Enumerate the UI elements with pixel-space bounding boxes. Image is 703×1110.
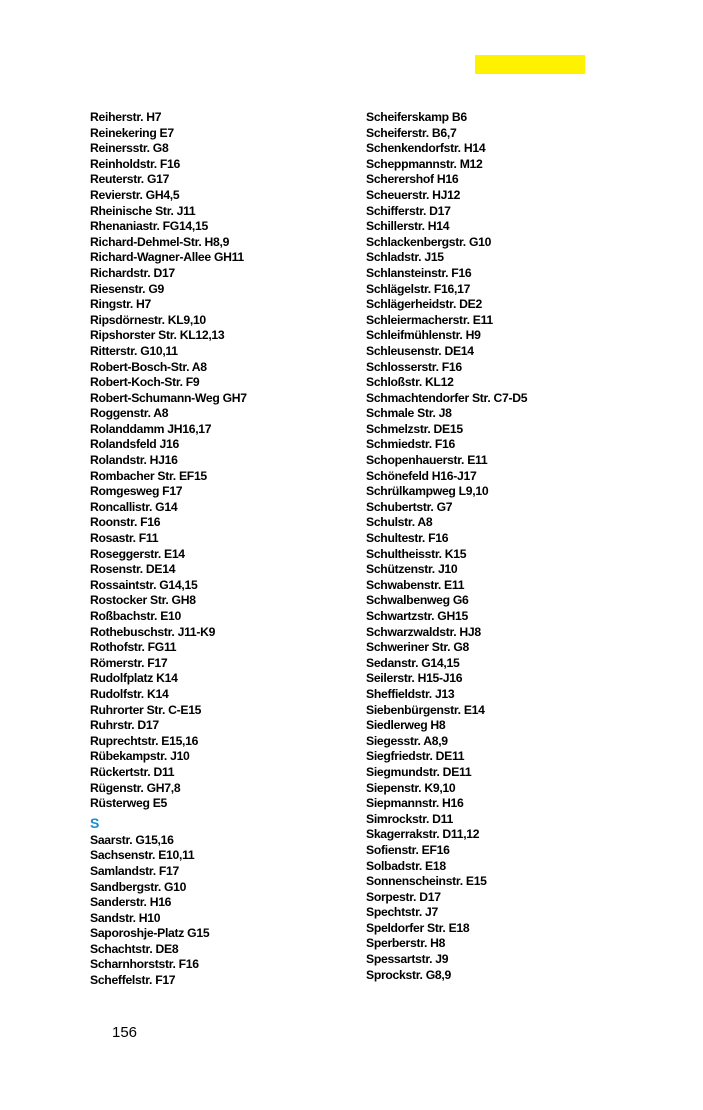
street-entry: Schleifmühlenstr. H9 [366, 328, 481, 343]
street-entry: Schönefeld H16-J17 [366, 468, 477, 483]
street-entry: Schmale Str. J8 [366, 406, 452, 421]
street-entry: Schlägerheidstr. DE2 [366, 297, 482, 312]
street-entry: Siegmundstr. DE11 [366, 764, 472, 779]
street-entry: Sonnenscheinstr. E15 [366, 874, 487, 889]
street-entry: Solbadstr. E18 [366, 858, 446, 873]
street-entry: Schifferstr. D17 [366, 203, 451, 218]
street-entry: Samlandstr. F17 [90, 863, 179, 878]
street-entry: Seilerstr. H15-J16 [366, 671, 463, 686]
street-entry: Schmelzstr. DE15 [366, 421, 463, 436]
street-entry: Scheiferstr. B6,7 [366, 125, 457, 140]
street-entry: Schwalbenweg G6 [366, 593, 469, 608]
street-entry: Scheuerstr. HJ12 [366, 187, 461, 202]
street-entry: Scheiferskamp B6 [366, 110, 467, 124]
street-entry: Sandstr. H10 [90, 910, 161, 925]
street-entry: Rosastr. F11 [90, 531, 159, 546]
street-entry: Richard-Wagner-Allee GH11 [90, 250, 244, 265]
street-entry: Schultestr. F16 [366, 531, 449, 546]
street-entry: Simrockstr. D11 [366, 811, 453, 826]
street-entry: Rossaintstr. G14,15 [90, 577, 198, 592]
street-entry: Revierstr. GH4,5 [90, 187, 180, 202]
street-entry: Schulstr. A8 [366, 515, 433, 530]
street-entry: Schweriner Str. G8 [366, 640, 469, 655]
street-entry: Reinersstr. G8 [90, 141, 169, 156]
s-entries-list-continued [366, 110, 666, 983]
street-entry: Roncallistr. G14 [90, 499, 178, 514]
street-entry: Schleiermacherstr. E11 [366, 312, 493, 327]
street-entry: Roonstr. F16 [90, 515, 161, 530]
section-letter-s: S [90, 814, 100, 831]
street-entry: Richardstr. D17 [90, 265, 175, 280]
street-entry: Romgesweg F17 [90, 484, 183, 499]
street-entry: Roseggerstr. E14 [90, 546, 185, 561]
street-entry: Rostocker Str. GH8 [90, 593, 196, 608]
street-entry: Schwarzwaldstr. HJ8 [366, 624, 481, 639]
street-entry: Sofienstr. EF16 [366, 842, 450, 857]
street-entry: Skagerrakstr. D11,12 [366, 827, 480, 842]
street-entry: Siepmannstr. H16 [366, 796, 464, 811]
street-entry: Reiherstr. H7 [90, 110, 162, 124]
street-entry: Rombacher Str. EF15 [90, 468, 207, 483]
page-number: 156 [112, 1024, 138, 1041]
street-entry: Schwartzstr. GH15 [366, 609, 468, 623]
street-entry: Schmiedstr. F16 [366, 437, 455, 452]
street-entry: Rolandsfeld J16 [90, 437, 179, 452]
street-entry: Ritterstr. G10,11 [90, 343, 178, 358]
street-entry: Schillerstr. H14 [366, 219, 450, 234]
street-entry: Rhenaniastr. FG14,15 [90, 219, 208, 234]
street-entry: Ripshorster Str. KL12,13 [90, 328, 225, 343]
street-entry: Schlansteinstr. F16 [366, 265, 472, 280]
street-entry: Schladstr. J15 [366, 250, 444, 265]
street-entry: Richard-Dehmel-Str. H8,9 [90, 234, 230, 249]
street-entry: Reuterstr. G17 [90, 172, 170, 187]
street-entry: Schachtstr. DE8 [90, 941, 179, 956]
street-entry: Rosenstr. DE14 [90, 562, 176, 577]
s-entries-list [90, 833, 355, 989]
street-entry: Scharnhorststr. F16 [90, 957, 199, 972]
street-entry: Schlosserstr. F16 [366, 359, 462, 374]
street-entry: Robert-Koch-Str. F9 [90, 375, 200, 390]
street-entry: Schopenhauerstr. E11 [366, 453, 488, 468]
street-entry: Roßbachstr. E10 [90, 609, 181, 623]
street-entry: Sandbergstr. G10 [90, 879, 187, 894]
street-entry: Rudolfplatz K14 [90, 671, 178, 686]
street-entry: Ringstr. H7 [90, 297, 152, 312]
street-entry: Rothofstr. FG11 [90, 640, 177, 655]
street-entry: Sheffieldstr. J13 [366, 686, 455, 701]
street-entry: Schultheisstr. K15 [366, 546, 467, 561]
street-entry: Spessartstr. J9 [366, 952, 449, 967]
street-entry: Riesenstr. G9 [90, 281, 165, 296]
street-entry: Schlägelstr. F16,17 [366, 281, 471, 296]
street-entry: Römerstr. F17 [90, 655, 168, 670]
street-entry: Rückertstr. D11 [90, 764, 175, 779]
street-entry: Schlackenbergstr. G10 [366, 234, 492, 249]
street-entry: Reinholdstr. F16 [90, 156, 181, 171]
street-entry: Ruhrorter Str. C-E15 [90, 702, 202, 717]
street-entry: Ripsdörnestr. KL9,10 [90, 312, 206, 327]
street-entry: Schrülkampweg L9,10 [366, 484, 489, 499]
street-entry: Saarstr. G15,16 [90, 832, 174, 847]
street-entry: Sprockstr. G8,9 [366, 967, 451, 982]
street-index-left-column [90, 110, 355, 989]
street-entry: Siegesstr. A8,9 [366, 733, 448, 748]
street-entry: Schubertstr. G7 [366, 499, 453, 514]
street-entry: Rolanddamm JH16,17 [90, 421, 212, 436]
street-entry: Rüsterweg E5 [90, 796, 167, 811]
street-entry: Reinekering E7 [90, 125, 174, 140]
street-entry: Sachsenstr. E10,11 [90, 848, 195, 863]
street-entry: Ruhrstr. D17 [90, 718, 159, 733]
street-entry: Ruprechtstr. E15,16 [90, 733, 199, 748]
street-entry: Rheinische Str. J11 [90, 203, 196, 218]
street-entry: Schwabenstr. E11 [366, 577, 465, 592]
street-entry: Rolandstr. HJ16 [90, 453, 178, 468]
street-entry: Scheppmannstr. M12 [366, 156, 483, 171]
street-entry: Schützenstr. J10 [366, 562, 458, 577]
street-entry: Rügenstr. GH7,8 [90, 780, 181, 795]
street-entry: Speldorfer Str. E18 [366, 920, 470, 935]
r-entries-list [90, 110, 355, 812]
street-entry: Schleusenstr. DE14 [366, 343, 474, 358]
street-entry: Rübekampstr. J10 [90, 749, 190, 764]
street-entry: Sedanstr. G14,15 [366, 655, 460, 670]
street-entry: Siedlerweg H8 [366, 718, 446, 733]
street-entry: Saporoshje-Platz G15 [90, 926, 210, 941]
street-entry: Sorpestr. D17 [366, 889, 441, 904]
street-index-right-column [366, 110, 666, 983]
yellow-tab-marker [475, 55, 585, 74]
street-entry: Schloßstr. KL12 [366, 375, 454, 390]
street-entry: Siebenbürgenstr. E14 [366, 702, 485, 717]
street-entry: Sanderstr. H16 [90, 895, 172, 910]
street-entry: Robert-Bosch-Str. A8 [90, 359, 207, 374]
street-entry: Scheffelstr. F17 [90, 973, 176, 988]
street-entry: Rudolfstr. K14 [90, 686, 169, 701]
street-entry: Siegfriedstr. DE11 [366, 749, 465, 764]
street-entry: Siepenstr. K9,10 [366, 780, 456, 795]
street-entry: Sperberstr. H8 [366, 936, 446, 951]
street-entry: Rothebuschstr. J11-K9 [90, 624, 216, 639]
street-entry: Schmachtendorfer Str. C7-D5 [366, 390, 528, 405]
street-entry: Spechtstr. J7 [366, 905, 438, 920]
street-entry: Robert-Schumann-Weg GH7 [90, 390, 247, 405]
street-entry: Schenkendorfstr. H14 [366, 141, 486, 156]
street-entry: Roggenstr. A8 [90, 406, 169, 421]
street-entry: Scherershof H16 [366, 172, 459, 187]
